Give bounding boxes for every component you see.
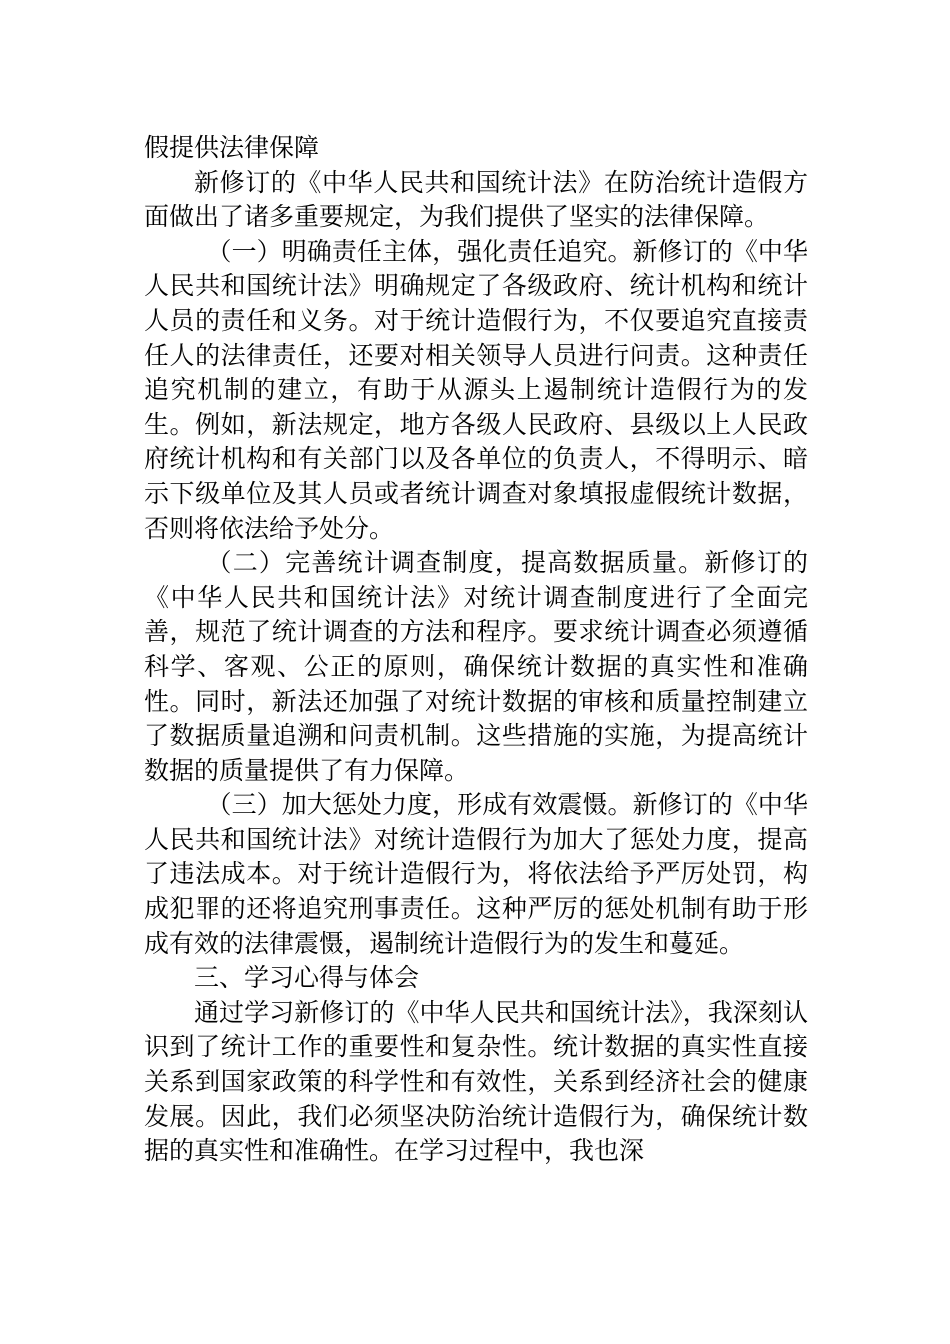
- paragraph-reflection: 通过学习新修订的《中华人民共和国统计法》，我深刻认识到了统计工作的重要性和复杂性。统计数据的真实性直接关系到国家政策的科学性和有效性，关系到经济社会的健康发展。因此，我们必须坚决防治统计造假行为，确保统计数据的真实性和准确性。在学习过程中，我也深: [144, 997, 808, 1166]
- section-heading-three: 三、学习心得与体会: [194, 963, 420, 993]
- paragraph-point-one: （一）明确责任主体，强化责任追究。新修订的《中华人民共和国统计法》明确规定了各级政府、统计机构和统计人员的责任和义务。对于统计造假行为，不仅要追究直接责任人的法律责任，还要对相关领导人员进行问责。这种责任追究机制的建立，有助于从源头上遏制统计造假行为的发生。例如，新法规定，地方各级人民政府、县级以上人民政府统计机构和有关部门以及各单位的负责人，不得明示、暗示下级单位及其人员或者统计调查对象填报虚假统计数据，否则将依法给予处分。: [144, 236, 808, 543]
- paragraph-point-two: （二）完善统计调查制度，提高数据质量。新修订的《中华人民共和国统计法》对统计调查制度进行了全面完善，规范了统计调查的方法和程序。要求统计调查必须遵循科学、客观、公正的原则，确保统计数据的真实性和准确性。同时，新法还加强了对统计数据的审核和质量控制建立了数据质量追溯和问责机制。这些措施的实施，为提高统计数据的质量提供了有力保障。: [144, 548, 808, 785]
- document-body: [144, 131, 808, 1169]
- paragraph-point-three: （三）加大惩处力度，形成有效震慑。新修订的《中华人民共和国统计法》对统计造假行为加大了惩处力度，提高了违法成本。对于统计造假行为，将依法给予严厉处罚，构成犯罪的还将追究刑事责任。这种严厉的惩处机制有助于形成有效的法律震慑，遏制统计造假行为的发生和蔓延。: [144, 790, 808, 958]
- paragraph-intro: 新修订的《中华人民共和国统计法》在防治统计造假方面做出了诸多重要规定，为我们提供了坚实的法律保障。: [144, 167, 808, 232]
- paragraph-heading-continued: 假提供法律保障: [144, 133, 320, 162]
